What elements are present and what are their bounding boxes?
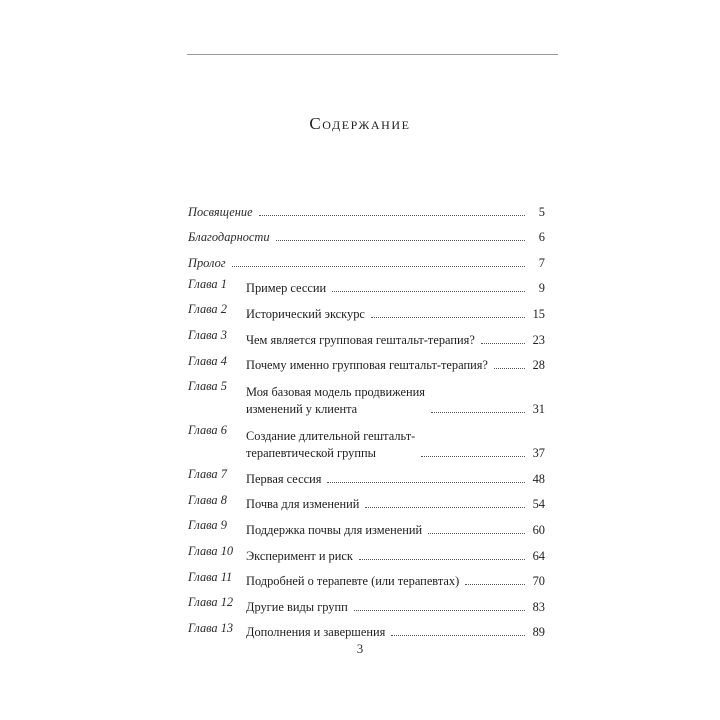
- chapter-page: 15: [532, 306, 545, 321]
- dot-leader: [354, 610, 525, 611]
- toc-entry-chapter-12[interactable]: [188, 593, 545, 619]
- dot-leader: [421, 456, 525, 457]
- chapter-title: Исторический экскурс: [246, 306, 365, 321]
- dot-leader: [371, 317, 525, 318]
- toc-entry-chapter-6[interactable]: [188, 421, 545, 465]
- chapter-page: 23: [532, 332, 545, 347]
- dot-leader: [431, 412, 525, 413]
- chapter-title-line-1: Моя базовая модель продвижения: [246, 385, 425, 400]
- toc-entry-dedication[interactable]: [188, 198, 545, 224]
- toc-entry-chapter-4[interactable]: [188, 352, 545, 378]
- chapter-page: 89: [532, 625, 545, 640]
- dot-leader: [391, 635, 525, 636]
- chapter-title: Первая сессия: [246, 471, 322, 486]
- toc-entry-acknowledgements[interactable]: [188, 224, 545, 250]
- chapter-label: Глава 11: [188, 569, 233, 584]
- entry-title: Пролог: [188, 255, 226, 270]
- chapter-title: Другие виды групп: [246, 599, 348, 614]
- entry-title: Посвящение: [188, 204, 253, 219]
- header-rule: [187, 54, 558, 55]
- chapter-title-line-2: терапевтической группы: [246, 446, 376, 461]
- dot-leader: [276, 240, 525, 241]
- dot-leader: [259, 215, 525, 216]
- toc-entry-prologue[interactable]: [188, 249, 545, 275]
- chapter-page: 37: [532, 446, 545, 461]
- chapter-page: 31: [532, 402, 545, 417]
- page-title: Содержание: [309, 114, 411, 133]
- chapter-title: Поддержка почвы для изменений: [246, 522, 423, 537]
- toc-entry-chapter-7[interactable]: [188, 465, 545, 491]
- chapter-label: Глава 5: [188, 379, 227, 394]
- chapter-page: 48: [532, 471, 545, 486]
- chapter-page: 54: [532, 497, 545, 512]
- chapter-label: Глава 10: [188, 543, 234, 558]
- toc-entry-chapter-1[interactable]: [188, 275, 545, 301]
- dot-leader: [481, 343, 525, 344]
- chapter-title-line-2: изменений у клиента: [246, 402, 358, 417]
- chapter-page: 64: [532, 548, 545, 563]
- chapter-title: Чем является групповая гештальт-терапия?: [246, 332, 475, 347]
- dot-leader: [365, 507, 525, 508]
- toc-entry-chapter-3[interactable]: [188, 326, 545, 352]
- chapter-label: Глава 7: [188, 467, 227, 482]
- toc-entry-chapter-9[interactable]: [188, 516, 545, 542]
- chapter-page: 83: [532, 599, 545, 614]
- toc-entry-chapter-2[interactable]: [188, 300, 545, 326]
- chapter-title: Дополнения и завершения: [246, 625, 386, 640]
- dot-leader: [359, 559, 525, 560]
- page-number: 3: [356, 641, 364, 656]
- chapter-title-line-1: Создание длительной гештальт-: [246, 429, 416, 444]
- chapter-label: Глава 8: [188, 492, 227, 507]
- chapter-label: Глава 1: [188, 276, 227, 291]
- chapter-title: Подробней о терапевте (или терапевтах): [246, 574, 460, 589]
- toc-entry-chapter-10[interactable]: [188, 542, 545, 568]
- chapter-label: Глава 6: [188, 423, 227, 438]
- chapter-title: Почва для изменений: [246, 497, 360, 512]
- chapter-title: Пример сессии: [246, 281, 327, 296]
- dot-leader: [465, 584, 525, 585]
- chapter-page: 28: [532, 358, 545, 373]
- dot-leader: [428, 533, 525, 534]
- chapter-label: Глава 12: [188, 595, 234, 610]
- entry-title: Благодарности: [188, 230, 270, 245]
- chapter-page: 60: [532, 522, 545, 537]
- chapter-label: Глава 9: [188, 518, 227, 533]
- chapter-page: 70: [532, 574, 545, 589]
- dot-leader: [232, 266, 525, 267]
- dot-leader: [494, 368, 525, 369]
- chapter-title: Почему именно групповая гештальт-терапия?: [246, 358, 488, 373]
- table-of-contents: [188, 198, 545, 644]
- chapter-label: Глава 4: [188, 353, 227, 368]
- toc-entry-chapter-5[interactable]: [188, 377, 545, 421]
- dot-leader: [327, 482, 525, 483]
- entry-page: 6: [538, 230, 545, 245]
- chapter-title: Эксперимент и риск: [246, 548, 353, 563]
- chapter-label: Глава 2: [188, 302, 227, 317]
- entry-page: 5: [538, 204, 545, 219]
- toc-entry-chapter-8[interactable]: [188, 491, 545, 517]
- entry-page: 7: [538, 255, 545, 270]
- chapter-label: Глава 13: [188, 620, 234, 635]
- chapter-label: Глава 3: [188, 327, 227, 342]
- toc-entry-chapter-11[interactable]: [188, 568, 545, 594]
- dot-leader: [332, 291, 525, 292]
- chapter-page: 9: [538, 281, 545, 296]
